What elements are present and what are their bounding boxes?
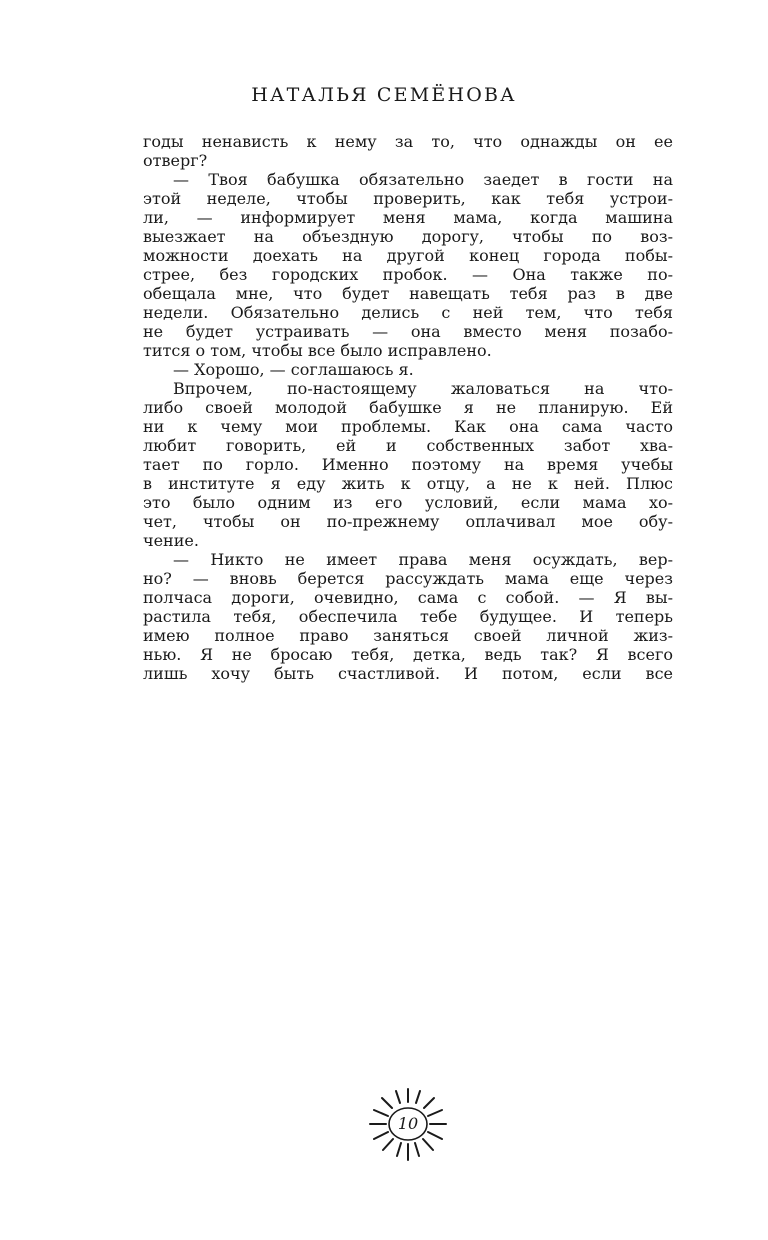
text-line: — Никто не имеет права меня осуждать, вер- (173, 550, 673, 569)
text-line: любит говорить, ей и собственных забот хва- (143, 436, 673, 455)
text-line: но? — вновь берется рассуждать мама еще через (143, 569, 673, 588)
page-number-ornament (362, 1084, 454, 1176)
running-header-author: НАТАЛЬЯ СЕМЁНОВА (251, 84, 517, 106)
text-line: чет, чтобы он по-прежнему оплачивал мое обу- (143, 512, 673, 531)
text-line: чение. (143, 531, 199, 550)
text-line: недели. Обязательно делись с ней тем, что тебя (143, 303, 673, 322)
text-line: — Хорошо, — соглашаюсь я. (173, 360, 414, 379)
text-line: лишь хочу быть счастливой. И потом, если все (143, 664, 673, 683)
text-line: ли, — информирует меня мама, когда машина (143, 208, 673, 227)
page-number: 10 (397, 1114, 419, 1133)
text-line: — Твоя бабушка обязательно заедет в гости на (173, 170, 673, 189)
text-line: не будет устраивать — она вместо меня позабо- (143, 322, 673, 341)
text-line: годы ненависть к нему за то, что однажды он ее (143, 132, 673, 151)
text-line: тится о том, чтобы все было исправлено. (143, 341, 492, 360)
text-line: обещала мне, что будет навещать тебя раз в две (143, 284, 673, 303)
text-line: можности доехать на другой конец города побы- (143, 246, 673, 265)
text-line: ни к чему мои проблемы. Как она сама часто (143, 417, 673, 436)
text-line: это было одним из его условий, если мама хо- (143, 493, 673, 512)
text-line: растила тебя, обеспечила тебе будущее. И теперь (143, 607, 673, 626)
text-line: в институте я еду жить к отцу, а не к ней. Плюс (143, 474, 673, 493)
text-line: Впрочем, по-настоящему жаловаться на что- (173, 379, 673, 398)
text-line: полчаса дороги, очевидно, сама с собой. — Я вы- (143, 588, 673, 607)
text-line: этой неделе, чтобы проверить, как тебя устрои- (143, 189, 673, 208)
text-line: либо своей молодой бабушке я не планирую. Ей (143, 398, 673, 417)
text-line: тает по горло. Именно поэтому на время учебы (143, 455, 673, 474)
text-line: выезжает на объездную дорогу, чтобы по воз- (143, 227, 673, 246)
text-line: нью. Я не бросаю тебя, детка, ведь так? Я всего (143, 645, 673, 664)
text-line: стрее, без городских пробок. — Она также по- (143, 265, 673, 284)
text-line: имею полное право заняться своей личной жиз- (143, 626, 673, 645)
text-line: отверг? (143, 151, 208, 170)
page-body-text (143, 132, 673, 683)
